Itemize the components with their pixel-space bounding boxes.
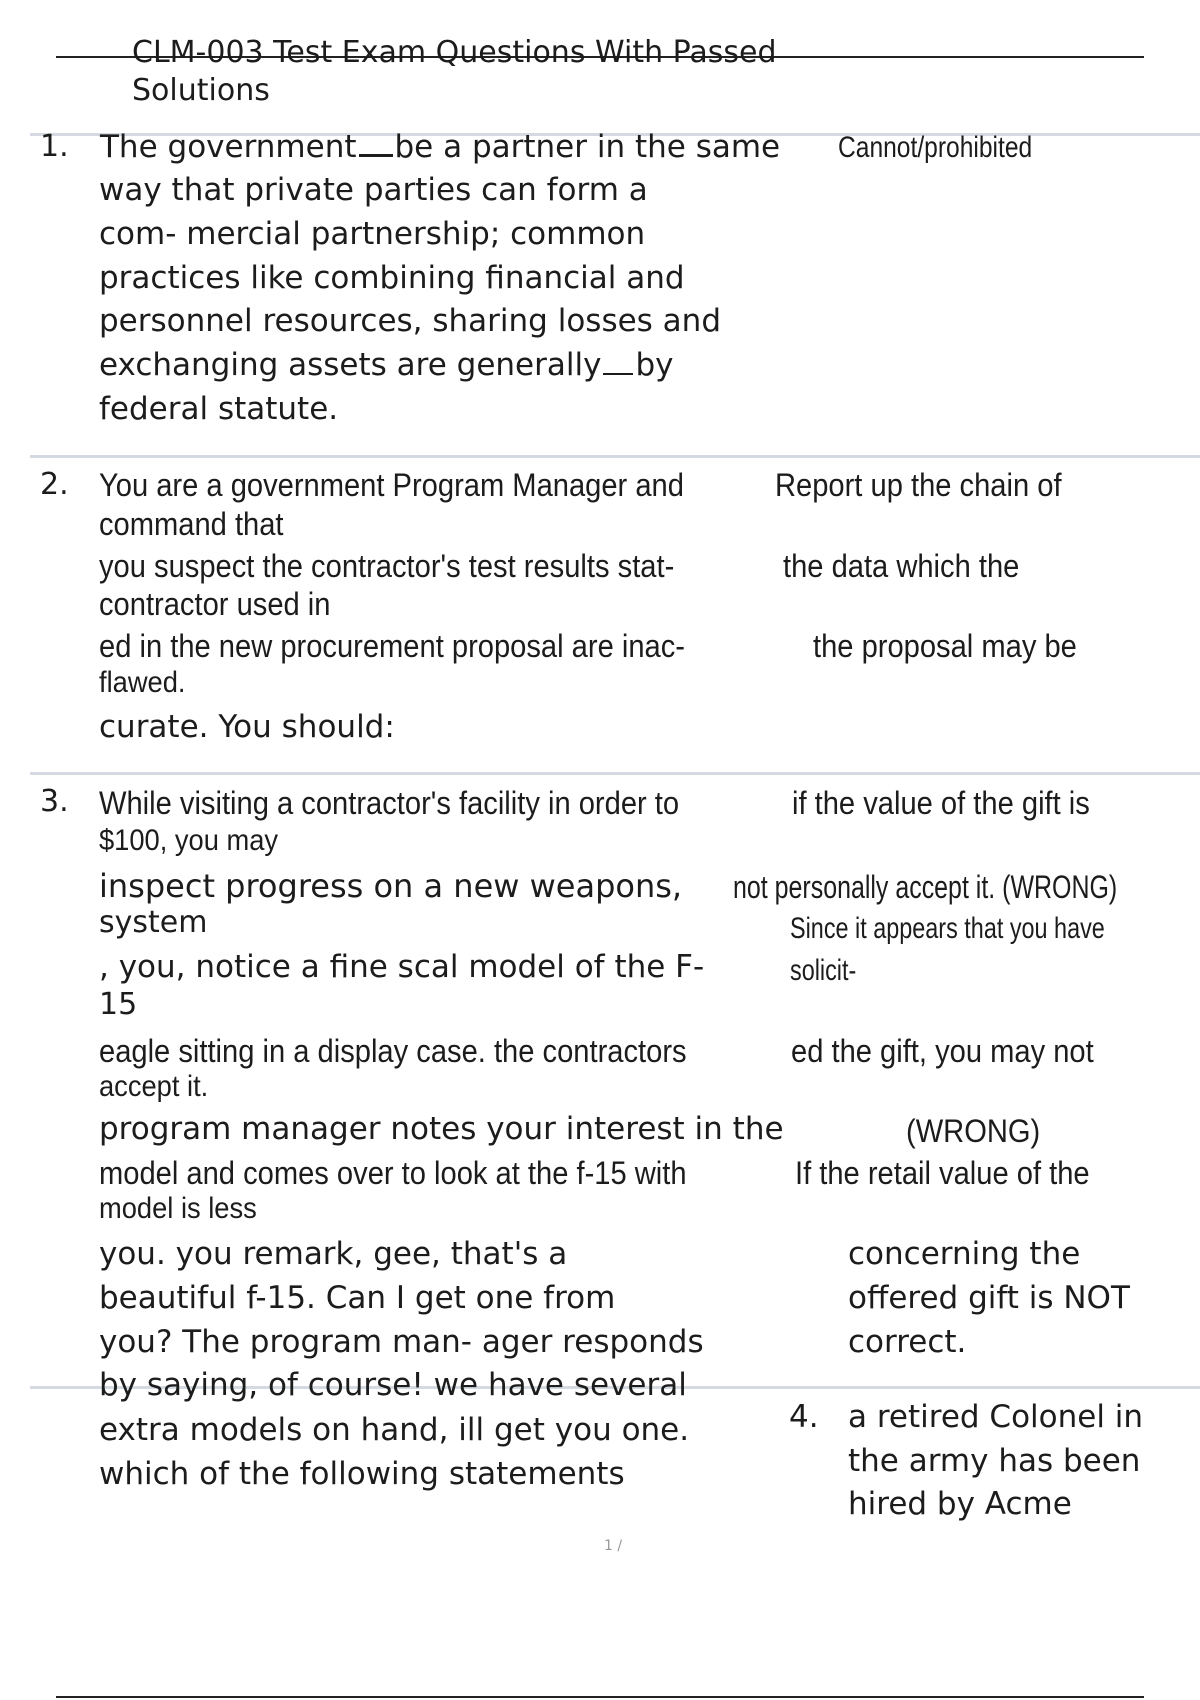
footer-rule [56, 1696, 1144, 1698]
answer-text: accept it. [99, 1070, 209, 1103]
question-number: 2. [40, 467, 69, 502]
question-text-line: extra models on hand, ill get you one. [99, 1412, 690, 1448]
question-text-line: which of the following statements [99, 1456, 625, 1492]
question-divider [30, 772, 1200, 775]
question-number: 3. [40, 784, 69, 819]
answer-blank [603, 359, 633, 375]
question-text-fragment: The government [100, 129, 357, 165]
question-text-line: the army has been [848, 1443, 1141, 1479]
document-title-line1: CLM-003 Test Exam Questions With Passed [132, 35, 777, 70]
answer-text: contractor used in [99, 586, 331, 622]
question-text-line: you suspect the contractor's test results stat- [99, 548, 675, 584]
question-text-fragment: be a partner in the same [394, 129, 781, 165]
answer-text: solicit- [790, 954, 857, 987]
question-number: 1. [40, 129, 69, 164]
question-text-fragment: by [635, 347, 674, 383]
answer-text: if the value of the gift is [792, 785, 1090, 821]
question-text-line: You are a government Program Manager and [99, 467, 684, 503]
answer-text: offered gift is NOT [848, 1280, 1130, 1316]
page-number: 1 / [604, 1538, 623, 1554]
question-number: 4. [789, 1399, 819, 1435]
question-text-line: practices like combining financial and [99, 260, 685, 296]
answer-blank [359, 140, 393, 157]
answer-text: model is less [99, 1192, 257, 1225]
question-text-line: program manager notes your interest in the [99, 1111, 784, 1147]
question-text-line: federal statute. [99, 391, 339, 427]
question-text-line: eagle sitting in a display case. the contractors [99, 1033, 687, 1069]
answer-text: correct. [848, 1324, 967, 1360]
question-text-line: hired by Acme [848, 1486, 1072, 1522]
answer-text: Cannot/prohibited [838, 131, 1033, 164]
question-text-line: 15 [99, 987, 138, 1022]
question-text-line: system [99, 905, 208, 940]
answer-text: not personally accept it. (WRONG) [733, 869, 1118, 905]
answer-text: concerning the [848, 1236, 1081, 1272]
question-text-line: by saying, of course! we have several [99, 1367, 687, 1403]
question-text-line: curate. You should: [99, 709, 395, 745]
question-text-line: , you, notice a fine scal model of the F- [99, 949, 705, 985]
question-text-line: While visiting a contractor's facility in order to [99, 785, 680, 821]
question-text-line [100, 129, 781, 165]
answer-text: Report up the chain of [775, 467, 1062, 503]
answer-text: ed the gift, you may not [791, 1033, 1094, 1069]
question-text-line: inspect progress on a new weapons, [99, 867, 683, 905]
question-text-line: beautiful f-15. Can I get one from [99, 1280, 616, 1316]
answer-text: the data which the [783, 548, 1020, 584]
question-text-line: you? The program man- ager responds [99, 1324, 704, 1360]
answer-text: the proposal may be [813, 628, 1077, 664]
question-text-line: personnel resources, sharing losses and [99, 303, 721, 339]
answer-text: If the retail value of the [795, 1155, 1090, 1191]
answer-text: command that [99, 506, 284, 542]
question-text-line: com- mercial partnership; common [99, 216, 646, 252]
question-text-line [99, 347, 674, 383]
question-text-line: model and comes over to look at the f-15 with [99, 1155, 687, 1191]
question-text-line: ed in the new procurement proposal are inac- [99, 628, 685, 664]
answer-text: Since it appears that you have [790, 912, 1105, 945]
answer-text: $100, you may [99, 824, 279, 857]
question-text-fragment: exchanging assets are generally [99, 347, 602, 383]
document-title-line2: Solutions [132, 73, 270, 108]
answer-text: (WRONG) [906, 1113, 1041, 1149]
question-text-line: you. you remark, gee, that's a [99, 1236, 568, 1272]
question-divider [30, 455, 1200, 458]
answer-text: flawed. [99, 666, 186, 699]
question-text-line: a retired Colonel in [848, 1399, 1144, 1435]
question-text-line: way that private parties can form a [99, 172, 648, 208]
